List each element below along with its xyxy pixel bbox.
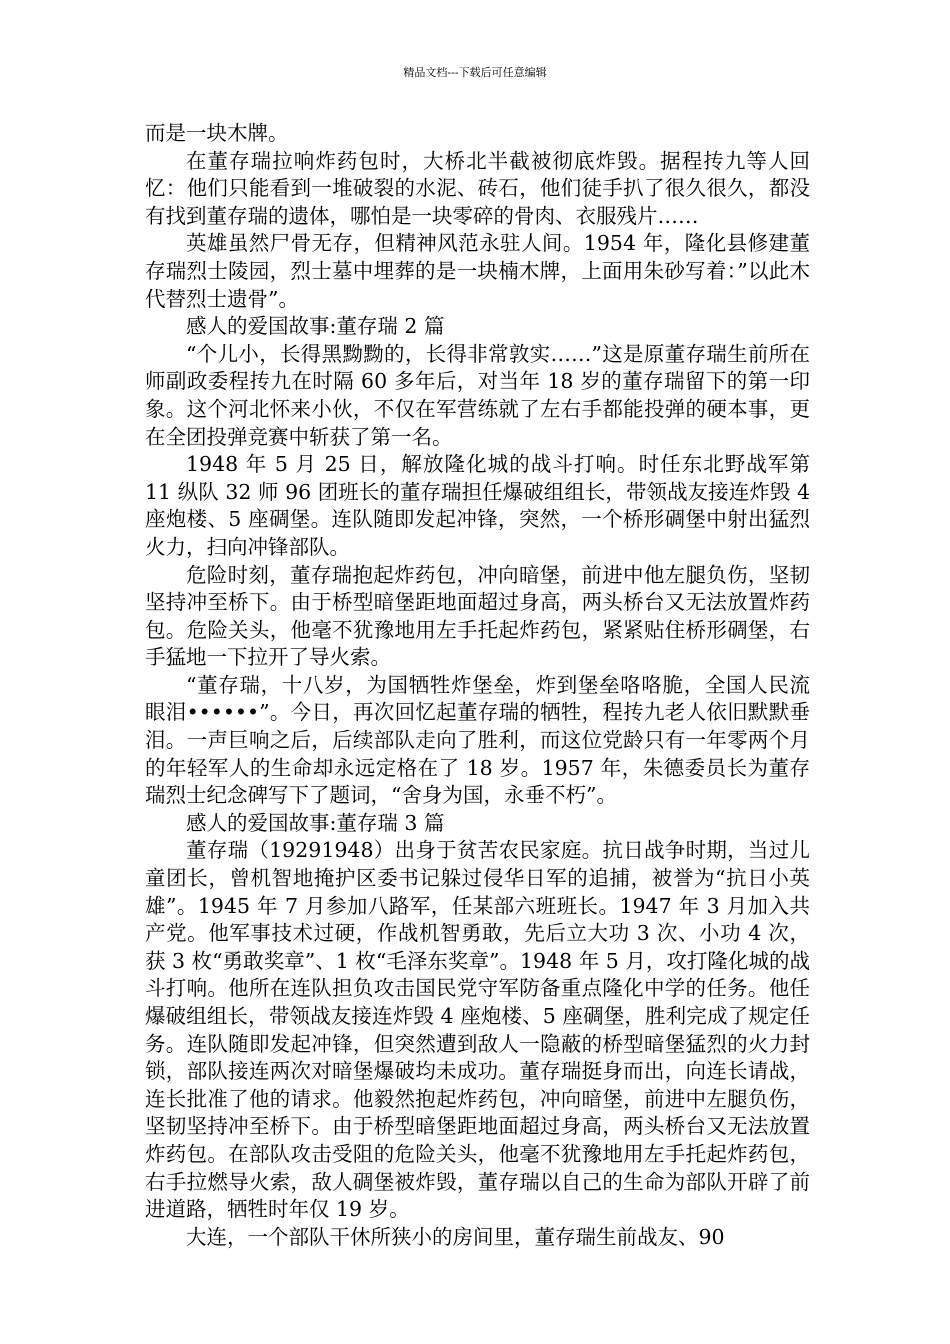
document-body <box>145 120 810 1251</box>
section-heading: 感人的爱国故事:董存瑞 2 篇 <box>186 314 445 339</box>
page-header: 精品文档---下载后可任意编辑 <box>403 66 547 79</box>
paragraph: 在董存瑞拉响炸药包时，大桥北半截被彻底炸毁。据程抟九等人回忆：他们只能看到一堆破裂的水泥、砖石，他们徒手扒了很久很久，都没有找到董存瑞的遗体，哪怕是一块零碎的骨肉、衣服残片…… <box>145 148 810 228</box>
section-heading: 感人的爱国故事:董存瑞 3 篇 <box>186 810 445 835</box>
paragraph: 大连，一个部队干休所狭小的房间里，董存瑞生前战友、90 <box>186 1224 725 1249</box>
paragraph: 危险时刻，董存瑞抱起炸药包，冲向暗堡，前进中他左腿负伤，坚韧坚持冲至桥下。由于桥型暗堡距地面超过身高，两头桥台又无法放置炸药包。危险关头，他毫不犹豫地用左手托起炸药包，紧紧贴住桥形碉堡，右手猛地一下拉开了导火索。 <box>145 562 810 670</box>
paragraph: “董存瑞，十八岁，为国牺牲炸堡垒，炸到堡垒咯咯脆，全国人民流眼泪••••••”。今日，再次回忆起董存瑞的牺牲，程抟九老人依旧默默垂泪。一声巨响之后，后续部队走向了胜利，而这位党龄只有一年零两个月的年轻军人的生命却永远定格在了 18 岁。1957 年，朱德委员长为董存瑞烈士纪念碑写下了题词，“舍身为国，永垂不朽”。 <box>145 672 810 808</box>
paragraph: 英雄虽然尸骨无存，但精神风范永驻人间。1954 年，隆化县修建董存瑞烈士陵园，烈士墓中埋葬的是一块楠木牌，上面用朱砂写着：”以此木代替烈士遗骨”。 <box>145 231 810 311</box>
paragraph: 而是一块木牌。 <box>145 121 289 145</box>
paragraph: “个儿小，长得黑黝黝的，长得非常敦实……”这是原董存瑞生前所在师副政委程抟九在时隔 60 多年后，对当年 18 岁的董存瑞留下的第一印象。这个河北怀来小伙，不仅在军营练就了左右手都能投弹的硬本事，更在全团投弹竞赛中斩获了第一名。 <box>145 341 810 449</box>
paragraph: 1948 年 5 月 25 日，解放隆化城的战斗打响。时任东北野战军第 11 纵队 32 师 96 团班长的董存瑞担任爆破组组长，带领战友接连炸毁 4 座炮楼、5 座碉堡。连队随即发起冲锋，突然，一个桥形碉堡中射出猛烈火力，扫向冲锋部队。 <box>145 452 810 559</box>
paragraph: 董存瑞（19291948）出身于贫苦农民家庭。抗日战争时期，当过儿童团长，曾机智地掩护区委书记躲过侵华日军的追捕，被誉为“抗日小英雄”。1945 年 7 月参加八路军，任某部六班班长。1947 年 3 月加入共产党。他军事技术过硬，作战机智勇敢，先后立大功 3 次、小功 4 次，获 3 枚“勇敢奖章”、1 枚“毛泽东奖章”。1948 年 5 月，攻打隆化城的战斗打响。他所在连队担负攻击国民党守军防备重点隆化中学的任务。他任爆破组组长，带领战友接连炸毁 4 座炮楼、5 座碉堡，胜利完成了规定任务。连队随即发起冲锋，但突然遭到敌人一隐蔽的桥型暗堡猛烈的火力封锁，部队接连两次对暗堡爆破均未成功。董存瑞挺身而出，向连长请战，连长批准了他的请求。他毅然抱起炸药包，冲向暗堡，前进中左腿负伤，坚韧坚持冲至桥下。由于桥型暗堡距地面超过身高，两头桥台又无法放置炸药包。在部队攻击受阻的危险关头，他毫不犹豫地用左手托起炸药包，右手拉燃导火索，敌人碉堡被炸毁，董存瑞以自己的生命为部队开辟了前进道路，牺牲时年仅 19 岁。 <box>145 838 810 1222</box>
